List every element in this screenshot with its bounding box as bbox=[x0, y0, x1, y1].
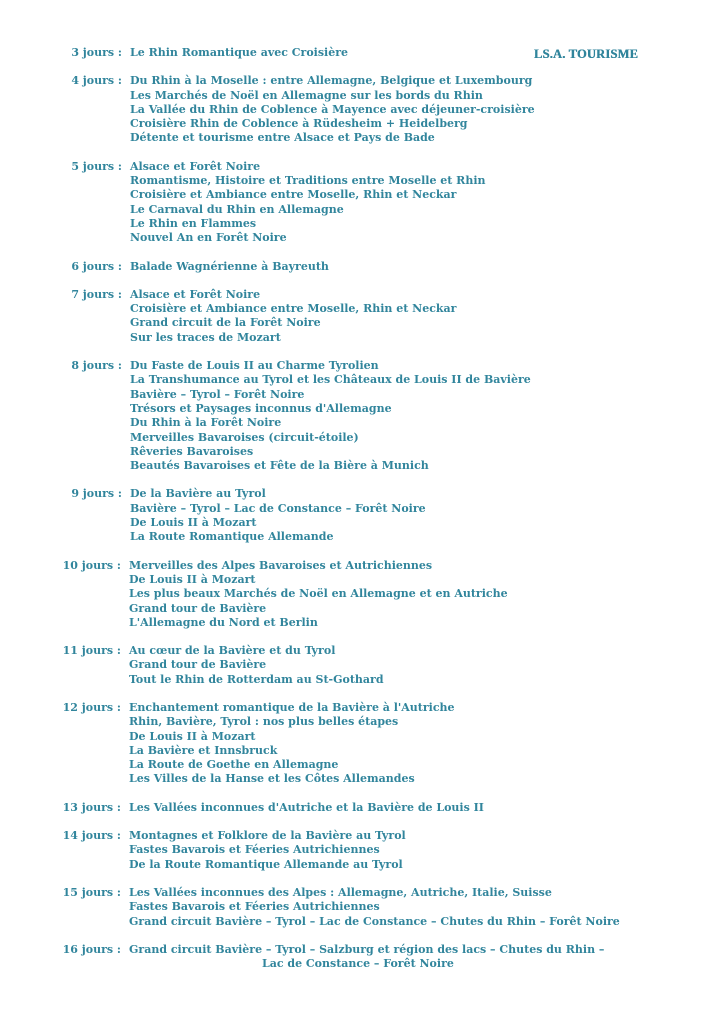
duration-label bbox=[0, 203, 130, 217]
tour-title: Montagnes et Folklore de la Bavière au Tyrol bbox=[129, 829, 406, 843]
tour-title: Grand tour de Bavière bbox=[129, 601, 267, 615]
tour-row bbox=[0, 758, 724, 772]
tour-row bbox=[0, 402, 724, 416]
tour-row bbox=[0, 829, 724, 843]
duration-group bbox=[0, 829, 724, 872]
duration-label: 16 jours : bbox=[62, 942, 121, 956]
duration-label: 12 jours : bbox=[62, 700, 121, 714]
duration-label bbox=[0, 388, 130, 402]
duration-label bbox=[0, 900, 129, 914]
duration-label: 6 jours : bbox=[71, 259, 122, 273]
tour-row bbox=[0, 74, 724, 88]
duration-label bbox=[0, 431, 130, 445]
tour-title: L'Allemagne du Nord et Berlin bbox=[129, 615, 318, 629]
duration-label bbox=[0, 744, 129, 758]
duration-group bbox=[0, 943, 724, 972]
tour-row bbox=[0, 858, 724, 872]
duration-label bbox=[0, 587, 129, 601]
duration-label bbox=[0, 316, 130, 330]
duration-label bbox=[0, 217, 130, 231]
tour-row bbox=[0, 359, 724, 373]
tour-title: La Vallée du Rhin de Coblence à Mayence avec déjeuner-croisière bbox=[130, 102, 535, 116]
tour-title: Balade Wagnérienne à Bayreuth bbox=[130, 259, 329, 273]
tour-title: Lac de Constance – Forêt Noire bbox=[262, 957, 454, 971]
tour-title: Le Carnaval du Rhin en Allemagne bbox=[130, 202, 344, 216]
tour-row bbox=[0, 559, 724, 573]
tour-row bbox=[0, 388, 724, 402]
duration-group bbox=[0, 559, 724, 630]
tour-title: Grand circuit Bavière – Tyrol – Salzburg et région des lacs – Chutes du Rhin – bbox=[129, 942, 605, 956]
tour-row bbox=[0, 957, 724, 971]
tour-row bbox=[0, 331, 724, 345]
duration-label bbox=[0, 331, 130, 345]
tour-title: Détente et tourisme entre Alsace et Pays de Bade bbox=[130, 131, 435, 145]
tour-row bbox=[0, 744, 724, 758]
tour-row bbox=[0, 89, 724, 103]
duration-label bbox=[0, 730, 129, 744]
duration-group bbox=[0, 260, 724, 274]
duration-label bbox=[0, 459, 130, 473]
duration-label: 8 jours : bbox=[71, 359, 122, 373]
tour-row bbox=[0, 886, 724, 900]
tour-title: Grand circuit Bavière – Tyrol – Lac de Constance – Chutes du Rhin – Forêt Noire bbox=[129, 914, 620, 928]
tour-title: Le Rhin Romantique avec Croisière bbox=[130, 46, 349, 59]
duration-label bbox=[0, 843, 129, 857]
duration-label: 4 jours : bbox=[71, 74, 122, 88]
duration-label: 3 jours : bbox=[71, 46, 122, 59]
tour-row bbox=[0, 701, 724, 715]
tour-title: De Louis II à Mozart bbox=[130, 516, 257, 530]
tour-title: Merveilles Bavaroises (circuit-étoile) bbox=[130, 430, 359, 444]
tour-title: Bavière – Tyrol – Lac de Constance – Forêt Noire bbox=[130, 501, 426, 515]
duration-label bbox=[0, 957, 129, 971]
tour-row bbox=[0, 103, 724, 117]
tour-title: Merveilles des Alpes Bavaroises et Autrichiennes bbox=[129, 558, 433, 572]
duration-label bbox=[0, 402, 130, 416]
tour-title: La Route de Goethe en Allemagne bbox=[129, 758, 339, 772]
tour-title: Les Vallées inconnues des Alpes : Allemagne, Autriche, Italie, Suisse bbox=[129, 885, 552, 899]
tour-title: De Louis II à Mozart bbox=[129, 729, 256, 743]
tour-row bbox=[0, 530, 724, 544]
tour-row bbox=[0, 302, 724, 316]
tour-title: Rêveries Bavaroises bbox=[130, 444, 254, 458]
duration-label bbox=[0, 858, 129, 872]
duration-label bbox=[0, 302, 130, 316]
duration-label bbox=[0, 915, 129, 929]
duration-label: 13 jours : bbox=[62, 800, 121, 814]
duration-group bbox=[0, 487, 724, 544]
tour-title: De la Bavière au Tyrol bbox=[130, 487, 266, 501]
tour-row bbox=[0, 658, 724, 672]
tour-row bbox=[0, 373, 724, 387]
tour-title: Grand tour de Bavière bbox=[129, 658, 267, 672]
tour-title: Croisière et Ambiance entre Moselle, Rhin et Neckar bbox=[130, 302, 457, 316]
duration-label: 10 jours : bbox=[62, 558, 121, 572]
tour-row bbox=[0, 602, 724, 616]
duration-label: 14 jours : bbox=[62, 829, 121, 843]
tour-title: La Bavière et Innsbruck bbox=[129, 743, 278, 757]
tour-row bbox=[0, 231, 724, 245]
duration-label bbox=[0, 174, 130, 188]
duration-group bbox=[0, 886, 724, 929]
tour-title: Grand circuit de la Forêt Noire bbox=[130, 316, 321, 330]
duration-group bbox=[0, 701, 724, 787]
tour-title: Trésors et Paysages inconnus d'Allemagne bbox=[130, 401, 392, 415]
duration-group bbox=[0, 46, 724, 60]
duration-label bbox=[0, 715, 129, 729]
tour-title: Fastes Bavarois et Féeries Autrichiennes bbox=[129, 843, 380, 857]
duration-label bbox=[0, 772, 129, 786]
duration-label bbox=[0, 616, 129, 630]
tour-title: Les Villes de la Hanse et les Côtes Allemandes bbox=[129, 772, 415, 786]
duration-label: 11 jours : bbox=[62, 644, 121, 658]
duration-group bbox=[0, 288, 724, 345]
duration-group bbox=[0, 359, 724, 473]
brand-name: LS.A. TOURISME bbox=[533, 47, 638, 61]
duration-label bbox=[0, 516, 130, 530]
tour-row bbox=[0, 160, 724, 174]
tour-row bbox=[0, 900, 724, 914]
tour-title: La Transhumance au Tyrol et les Châteaux de Louis II de Bavière bbox=[130, 373, 531, 387]
duration-label bbox=[0, 602, 129, 616]
tour-title: Nouvel An en Forêt Noire bbox=[130, 231, 287, 245]
tour-row bbox=[0, 459, 724, 473]
duration-label: 7 jours : bbox=[71, 287, 122, 301]
duration-label bbox=[0, 445, 130, 459]
tour-row bbox=[0, 915, 724, 929]
duration-label bbox=[0, 131, 130, 145]
tour-title: Fastes Bavarois et Féeries Autrichiennes bbox=[129, 900, 380, 914]
tour-title: Sur les traces de Mozart bbox=[130, 330, 281, 344]
tour-row bbox=[0, 288, 724, 302]
tour-row bbox=[0, 203, 724, 217]
tour-title: Les Vallées inconnues d'Autriche et la Bavière de Louis II bbox=[129, 800, 484, 814]
tour-row bbox=[0, 316, 724, 330]
tour-row bbox=[0, 431, 724, 445]
duration-label bbox=[0, 373, 130, 387]
tour-title: Les Marchés de Noël en Allemagne sur les bords du Rhin bbox=[130, 88, 483, 102]
duration-label bbox=[0, 188, 130, 202]
tour-row bbox=[0, 46, 724, 60]
tour-row bbox=[0, 217, 724, 231]
tour-row bbox=[0, 131, 724, 145]
tour-title: Du Rhin à la Moselle : entre Allemagne, Belgique et Luxembourg bbox=[130, 74, 533, 88]
duration-group bbox=[0, 801, 724, 815]
tour-row bbox=[0, 644, 724, 658]
tour-title: De la Route Romantique Allemande au Tyrol bbox=[129, 857, 403, 871]
tour-title: Le Rhin en Flammes bbox=[130, 216, 257, 230]
duration-label bbox=[0, 89, 130, 103]
duration-group bbox=[0, 74, 724, 145]
duration-label bbox=[0, 502, 130, 516]
duration-label bbox=[0, 573, 129, 587]
tour-title: Rhin, Bavière, Tyrol : nos plus belles étapes bbox=[129, 715, 399, 729]
duration-group bbox=[0, 160, 724, 246]
tour-title: Romantisme, Histoire et Traditions entre Moselle et Rhin bbox=[130, 174, 486, 188]
duration-label bbox=[0, 103, 130, 117]
duration-label: 9 jours : bbox=[71, 487, 122, 501]
tour-row bbox=[0, 445, 724, 459]
tour-title: Croisière Rhin de Coblence à Rüdesheim + Heidelberg bbox=[130, 117, 468, 131]
tour-row bbox=[0, 673, 724, 687]
duration-label bbox=[0, 231, 130, 245]
duration-label bbox=[0, 673, 129, 687]
tour-row bbox=[0, 516, 724, 530]
tour-row bbox=[0, 843, 724, 857]
tour-row bbox=[0, 117, 724, 131]
duration-label bbox=[0, 117, 130, 131]
tour-title: Alsace et Forêt Noire bbox=[130, 287, 261, 301]
tour-title: De Louis II à Mozart bbox=[129, 572, 256, 586]
tour-row bbox=[0, 715, 724, 729]
tour-row bbox=[0, 188, 724, 202]
tour-title: Bavière – Tyrol – Forêt Noire bbox=[130, 387, 305, 401]
tour-title: Enchantement romantique de la Bavière à l'Autriche bbox=[129, 700, 455, 714]
tour-title: Beautés Bavaroises et Fête de la Bière à Munich bbox=[130, 459, 429, 473]
duration-label: 15 jours : bbox=[62, 885, 121, 899]
tour-title: Du Rhin à la Forêt Noire bbox=[130, 416, 282, 430]
duration-label bbox=[0, 658, 129, 672]
tour-row bbox=[0, 416, 724, 430]
duration-label bbox=[0, 758, 129, 772]
tour-row bbox=[0, 801, 724, 815]
tour-title: Les plus beaux Marchés de Noël en Allemagne et en Autriche bbox=[129, 587, 508, 601]
tour-list bbox=[0, 46, 724, 985]
tour-title: Au cœur de la Bavière et du Tyrol bbox=[129, 644, 336, 658]
tour-row bbox=[0, 943, 724, 957]
tour-row bbox=[0, 730, 724, 744]
duration-label bbox=[0, 530, 130, 544]
tour-row bbox=[0, 573, 724, 587]
duration-label bbox=[0, 416, 130, 430]
tour-row bbox=[0, 487, 724, 501]
tour-title: La Route Romantique Allemande bbox=[130, 530, 334, 544]
tour-title: Croisière et Ambiance entre Moselle, Rhin et Neckar bbox=[130, 188, 457, 202]
tour-row bbox=[0, 772, 724, 786]
tour-title: Tout le Rhin de Rotterdam au St-Gothard bbox=[129, 672, 384, 686]
tour-row bbox=[0, 174, 724, 188]
tour-row bbox=[0, 587, 724, 601]
tour-title: Du Faste de Louis II au Charme Tyrolien bbox=[130, 359, 379, 373]
tour-title: Alsace et Forêt Noire bbox=[130, 159, 261, 173]
duration-group bbox=[0, 644, 724, 687]
duration-label: 5 jours : bbox=[71, 159, 122, 173]
tour-row bbox=[0, 260, 724, 274]
tour-row bbox=[0, 616, 724, 630]
tour-row bbox=[0, 502, 724, 516]
